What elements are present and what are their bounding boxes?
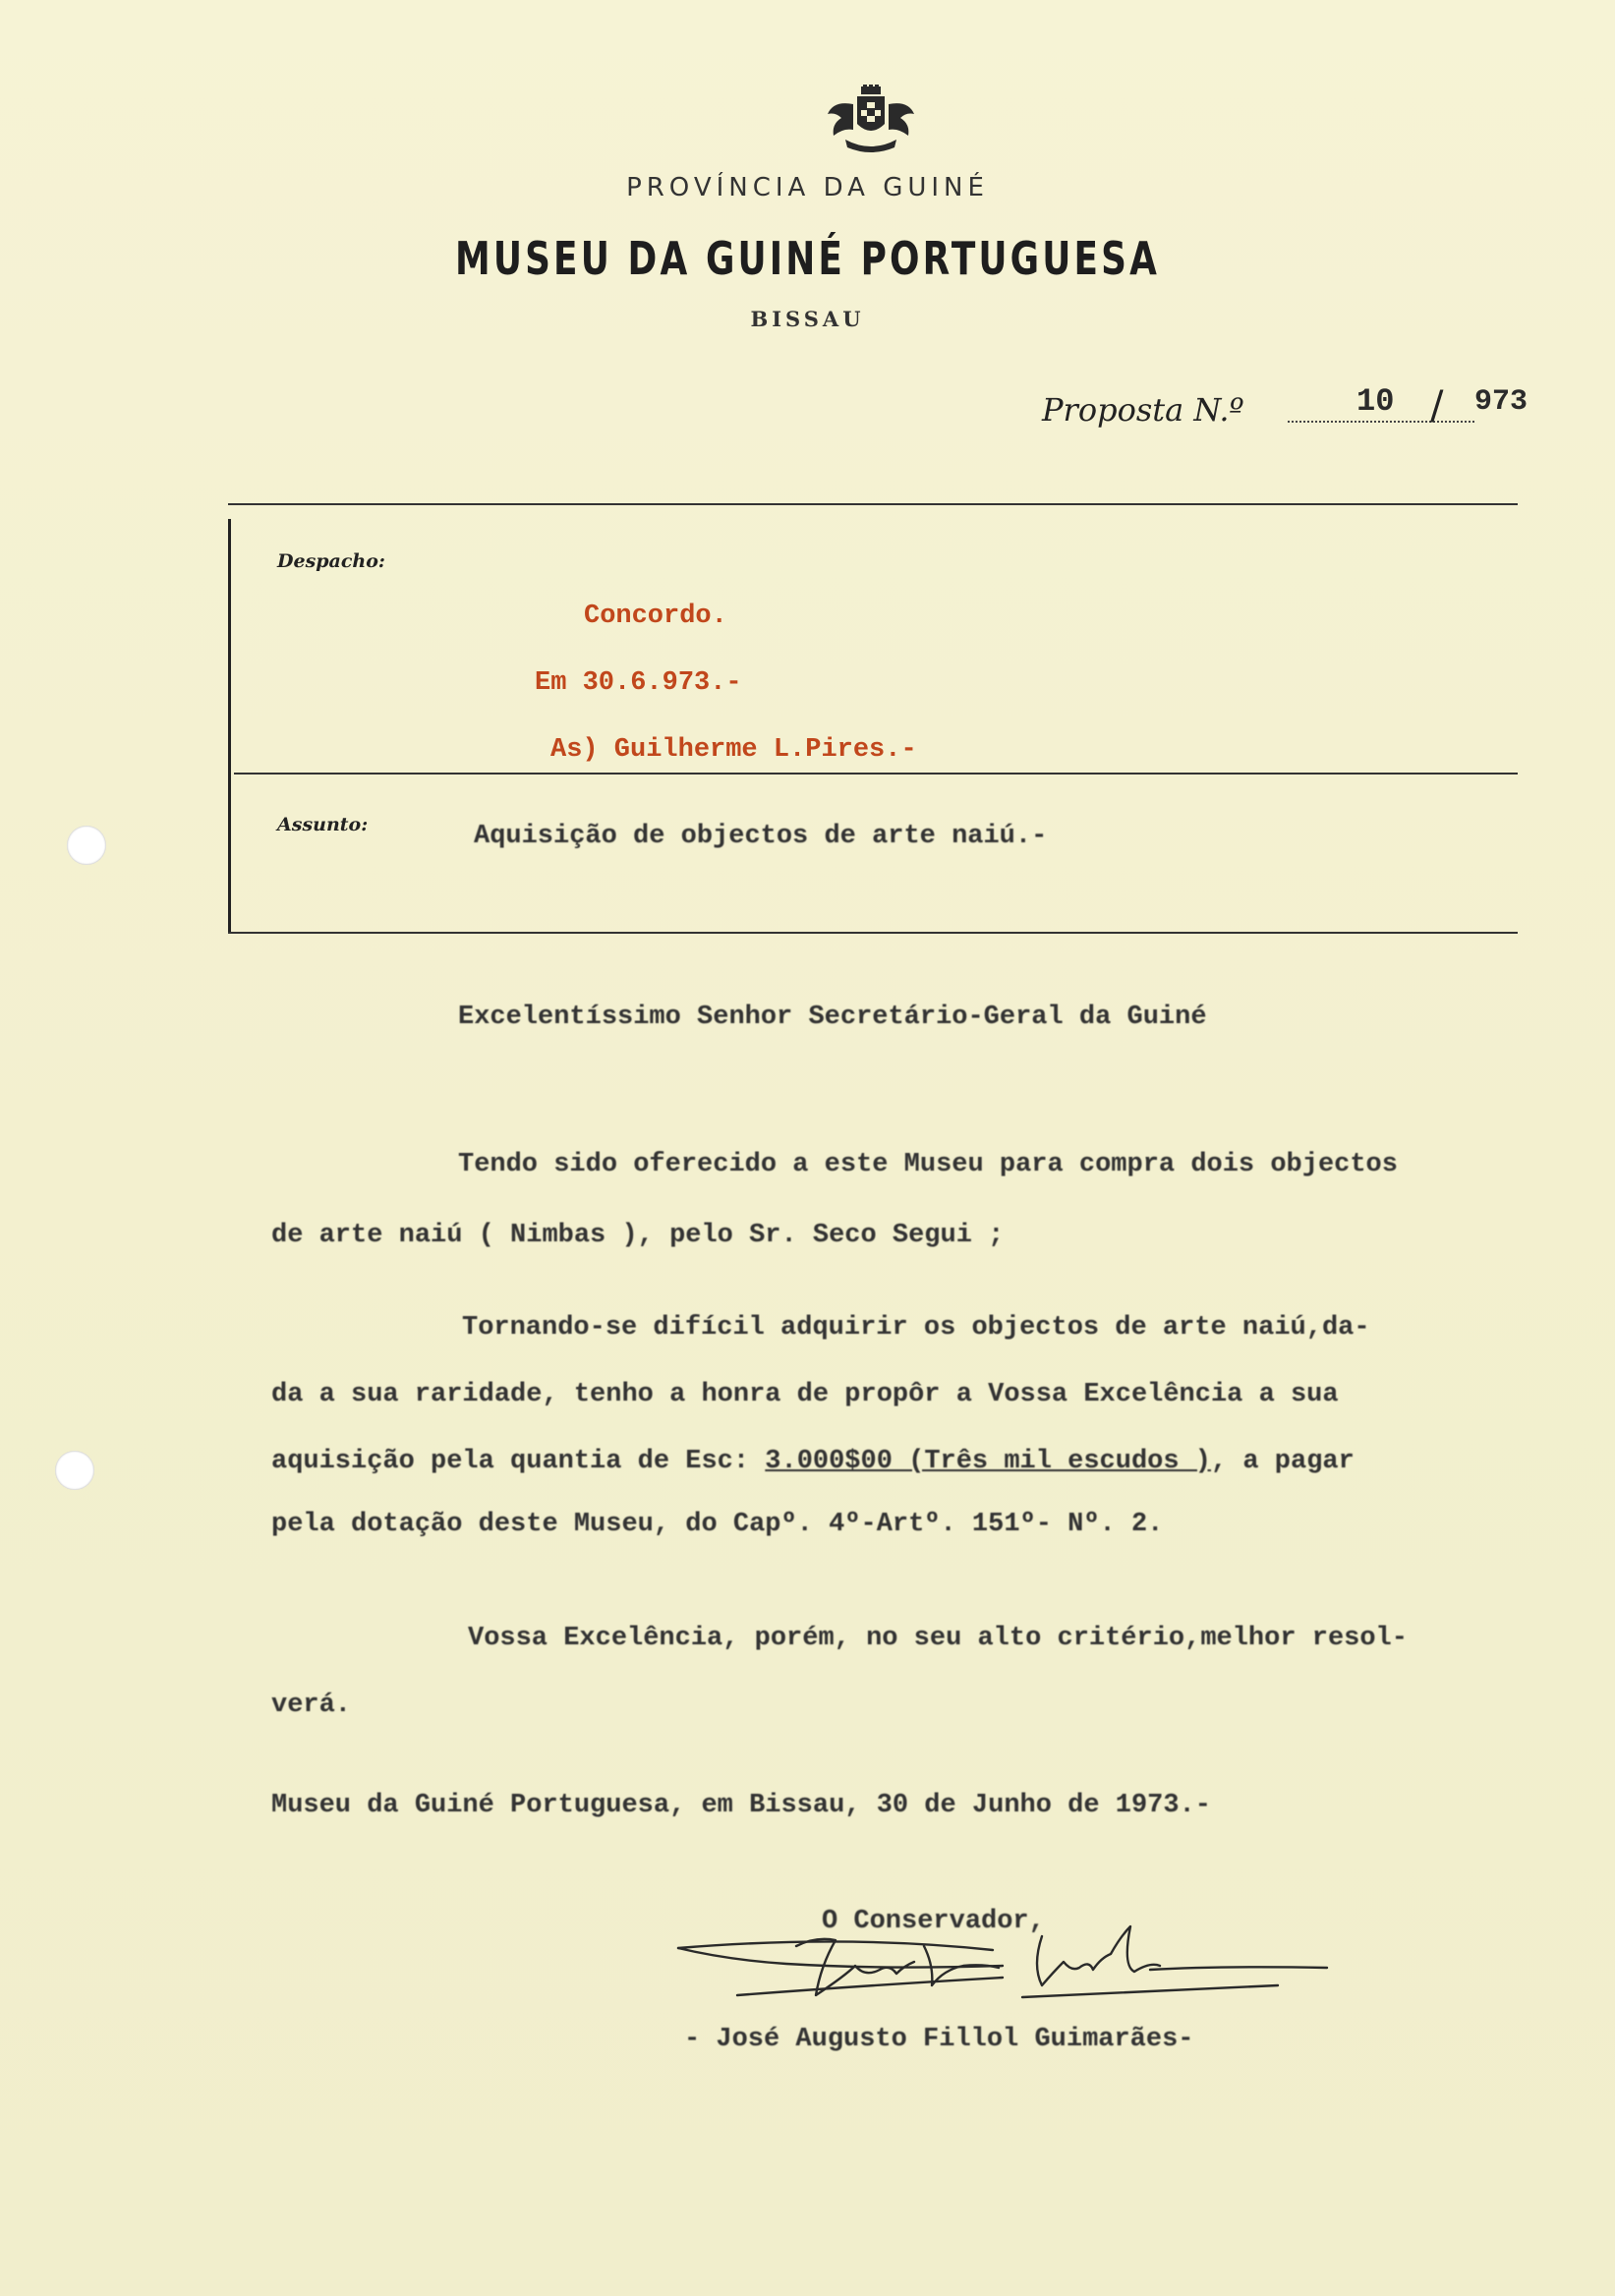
- box-bottom-rule: [228, 932, 1518, 934]
- paragraph-2-line-2: da a sua raridade, tenho a honra de propôr a Vossa Excelência a sua: [271, 1380, 1339, 1409]
- place-and-date: Museu da Guiné Portuguesa, em Bissau, 30 de Junho de 1973.-: [271, 1791, 1211, 1820]
- box-left-rule: [228, 519, 231, 932]
- salutation: Excelentíssimo Senhor Secretário-Geral da Guiné: [458, 1003, 1207, 1032]
- dispatch-line-signed: As) Guilherme L.Pires.-: [550, 735, 917, 765]
- box-middle-rule: [234, 773, 1518, 775]
- amount-prefix: aquisição pela quantia de Esc:: [271, 1447, 766, 1476]
- paragraph-2-line-1: Tornando-se difícil adquirir os objectos de arte naiú,da-: [462, 1313, 1370, 1343]
- proposal-year: 973: [1474, 385, 1528, 419]
- subject-text: Aquisição de objectos de arte naiú.-: [474, 822, 1048, 851]
- museum-heading: MUSEU DA GUINÉ PORTUGUESA: [455, 232, 1160, 285]
- dispatch-line-agree: Concordo.: [584, 602, 727, 631]
- proposal-dotted-line: [1288, 421, 1474, 423]
- closing-title: O Conservador,: [822, 1907, 1045, 1936]
- proposal-slash: /: [1430, 383, 1444, 429]
- amount-value: 3.000$00 (Três mil escudos ): [765, 1447, 1211, 1476]
- proposal-number: 10: [1356, 383, 1395, 420]
- province-heading: PROVÍNCIA DA GUINÉ: [626, 173, 989, 202]
- paragraph-1-line-1: Tendo sido oferecido a este Museu para compra dois objectos: [458, 1150, 1398, 1179]
- dispatch-line-date: Em 30.6.973.-: [535, 668, 742, 698]
- signer-name: - José Augusto Fillol Guimarães-: [684, 2025, 1194, 2054]
- box-top-rule: [228, 503, 1518, 505]
- paragraph-3-line-1: Vossa Excelência, porém, no seu alto critério,melhor resol-: [468, 1624, 1408, 1653]
- paragraph-1-line-2: de arte naiú ( Nimbas ), pelo Sr. Seco Segui ;: [271, 1221, 1005, 1250]
- paragraph-2-line-3: [271, 1447, 1355, 1476]
- amount-suffix: , a pagar: [1210, 1447, 1355, 1476]
- coat-of-arms-icon: [824, 85, 918, 155]
- handwritten-signature: [668, 1907, 1337, 2044]
- subject-label: Assunto:: [277, 814, 369, 835]
- punch-hole-top: [67, 826, 106, 865]
- dispatch-label: Despacho:: [277, 550, 385, 572]
- paragraph-3-line-2: verá.: [271, 1691, 352, 1720]
- punch-hole-bottom: [55, 1451, 94, 1490]
- proposal-label: Proposta N.º: [1042, 391, 1244, 429]
- city-heading: BISSAU: [750, 307, 865, 331]
- paragraph-2-line-4: pela dotação deste Museu, do Capº. 4º-Artº. 151º- Nº. 2.: [271, 1510, 1164, 1539]
